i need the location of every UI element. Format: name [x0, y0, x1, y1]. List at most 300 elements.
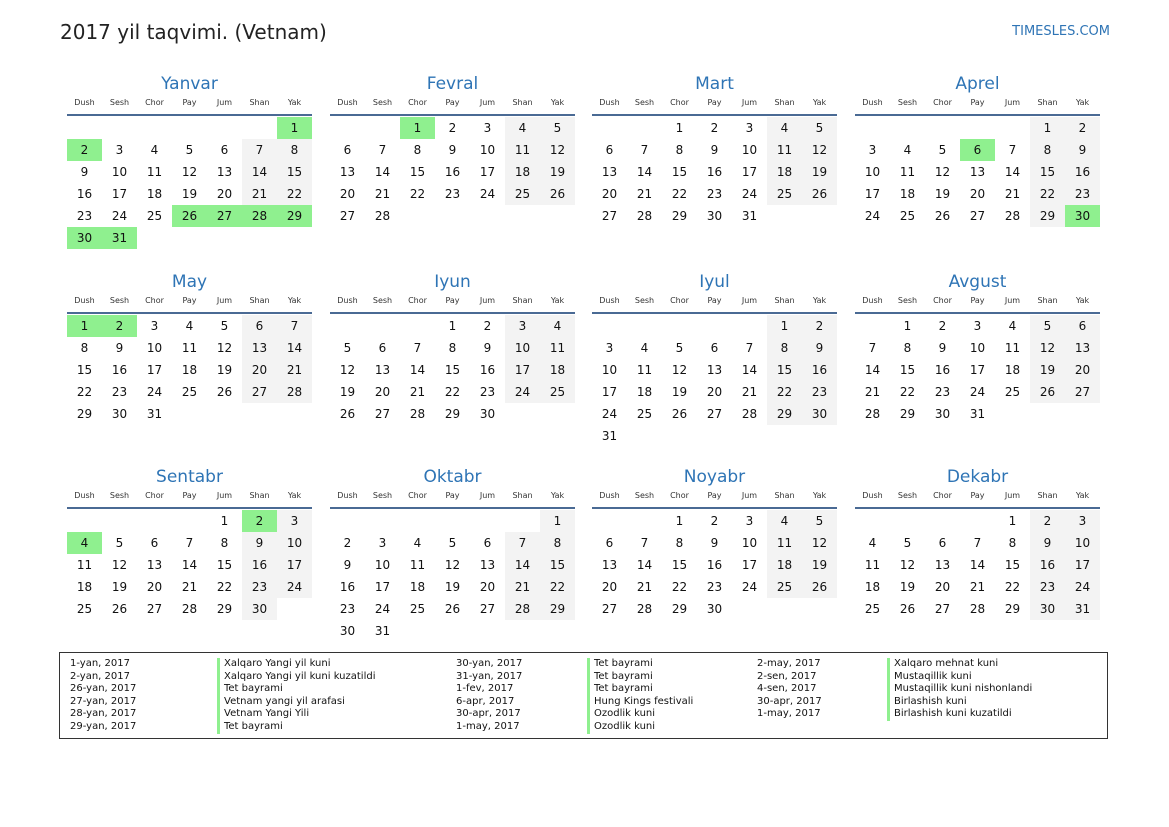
- legend-date: 6-apr, 2017: [456, 695, 515, 707]
- day: 6: [1065, 315, 1100, 337]
- legend-date: 28-yan, 2017: [70, 708, 137, 720]
- month-name: Avgust: [948, 272, 1007, 292]
- empty-cell: [67, 510, 102, 532]
- weekday-label: Pay: [707, 296, 722, 305]
- day: 15: [767, 359, 802, 381]
- weekday-label: Dush: [74, 491, 95, 500]
- day: 24: [479, 187, 496, 201]
- day: 27: [242, 381, 277, 403]
- day: 20: [216, 187, 233, 201]
- legend-holiday-name: Vetnam yangi yil arafasi: [217, 696, 345, 709]
- weekday-label: Yak: [287, 491, 302, 500]
- day: 7: [868, 341, 877, 355]
- empty-cell: [627, 117, 662, 139]
- day: 15: [1030, 161, 1065, 183]
- day: 11: [181, 341, 198, 355]
- day: 13: [706, 363, 723, 377]
- day: 18: [767, 161, 802, 183]
- day: 15: [409, 165, 426, 179]
- day: 30: [479, 407, 496, 421]
- legend-holiday-name: Xalqaro Yangi yil kuni: [217, 658, 331, 671]
- day: 30: [934, 407, 951, 421]
- day: 23: [802, 381, 837, 403]
- weekday-label: Chor: [145, 98, 164, 107]
- legend-holiday-name: Tet bayrami: [587, 683, 653, 696]
- day: 27: [969, 209, 986, 223]
- weekday-header: [330, 95, 575, 116]
- day: 29: [540, 598, 575, 620]
- day: 28: [864, 407, 881, 421]
- legend-holiday-name: Tet bayrami: [587, 658, 653, 671]
- weekday-header: [330, 293, 575, 314]
- day: 9: [1065, 139, 1100, 161]
- weekday-label: Sesh: [897, 491, 918, 500]
- weekday-label: Jum: [479, 98, 496, 107]
- day: 18: [636, 385, 653, 399]
- month-name: Dekabr: [946, 467, 1009, 487]
- day: 18: [540, 359, 575, 381]
- weekday-label: Chor: [670, 98, 689, 107]
- day: 3: [505, 315, 540, 337]
- day: 19: [111, 580, 128, 594]
- day: 21: [741, 385, 758, 399]
- day: 27: [339, 209, 356, 223]
- weekday-label: Jum: [216, 491, 233, 500]
- weekday-label: Jum: [1004, 491, 1021, 500]
- day: 29: [671, 209, 688, 223]
- weekday-label: Shan: [774, 98, 795, 107]
- day: 18: [76, 580, 93, 594]
- day: 5: [540, 117, 575, 139]
- empty-cell: [662, 315, 697, 337]
- day: 8: [675, 536, 684, 550]
- day: 22: [767, 381, 802, 403]
- month-name: Yanvar: [161, 74, 218, 94]
- day-grid: [67, 315, 312, 425]
- day: 27: [706, 407, 723, 421]
- day: 4: [868, 536, 877, 550]
- weekday-label: Pay: [445, 296, 460, 305]
- day: 20: [339, 187, 356, 201]
- day: 15: [1004, 558, 1021, 572]
- day: 2: [1065, 117, 1100, 139]
- day: 25: [1004, 385, 1021, 399]
- day: 25: [409, 602, 426, 616]
- day: 23: [934, 385, 951, 399]
- legend-holiday-name: Tet bayrami: [587, 671, 653, 684]
- weekday-label: Sesh: [372, 296, 393, 305]
- day: 18: [409, 580, 426, 594]
- weekday-label: Sesh: [897, 296, 918, 305]
- weekday-label: Pay: [707, 491, 722, 500]
- day: 27: [479, 602, 496, 616]
- month: [67, 271, 312, 425]
- day: 2: [802, 315, 837, 337]
- day: 6: [938, 536, 947, 550]
- day: 27: [1065, 381, 1100, 403]
- day: 3: [605, 341, 614, 355]
- day-grid: [592, 315, 837, 447]
- day: 12: [671, 363, 688, 377]
- day: 18: [864, 580, 881, 594]
- weekday-header: [592, 488, 837, 509]
- weekday-label: Pay: [970, 491, 985, 500]
- legend-date: 30-apr, 2017: [757, 695, 822, 707]
- day: 24: [1065, 576, 1100, 598]
- day: 20: [969, 187, 986, 201]
- day: 31: [146, 407, 163, 421]
- day: 13: [479, 558, 496, 572]
- weekday-label: Shan: [1037, 296, 1058, 305]
- holiday-day: 30: [67, 227, 102, 249]
- day: 19: [899, 580, 916, 594]
- day: 18: [899, 187, 916, 201]
- empty-cell: [207, 117, 242, 139]
- day: 26: [540, 183, 575, 205]
- legend-date: 30-yan, 2017: [456, 658, 523, 669]
- empty-cell: [890, 510, 925, 532]
- day: 21: [636, 580, 653, 594]
- day: 18: [1004, 363, 1021, 377]
- weekday-label: Yak: [287, 296, 302, 305]
- day: 15: [540, 554, 575, 576]
- day: 7: [640, 143, 649, 157]
- day: 21: [969, 580, 986, 594]
- weekday-label: Chor: [145, 296, 164, 305]
- day: 21: [1004, 187, 1021, 201]
- month: [855, 466, 1100, 620]
- day: 20: [934, 580, 951, 594]
- day: 6: [150, 536, 159, 550]
- day: 30: [242, 598, 277, 620]
- weekday-label: Pay: [970, 296, 985, 305]
- day: 24: [969, 385, 986, 399]
- day: 28: [277, 381, 312, 403]
- weekday-label: Chor: [145, 491, 164, 500]
- weekday-label: Sesh: [634, 98, 655, 107]
- weekday-label: Sesh: [372, 491, 393, 500]
- day: 25: [76, 602, 93, 616]
- day: 31: [969, 407, 986, 421]
- day: 21: [409, 385, 426, 399]
- day: 26: [899, 602, 916, 616]
- day: 29: [899, 407, 916, 421]
- day: 3: [483, 121, 492, 135]
- day: 2: [710, 514, 719, 528]
- day: 24: [864, 209, 881, 223]
- day: 5: [343, 341, 352, 355]
- day: 23: [76, 209, 93, 223]
- weekday-label: Pay: [182, 296, 197, 305]
- weekday-header: [855, 95, 1100, 116]
- day: 19: [802, 554, 837, 576]
- weekday-label: Dush: [862, 296, 883, 305]
- day: 12: [181, 165, 198, 179]
- weekday-label: Sesh: [897, 98, 918, 107]
- empty-cell: [172, 117, 207, 139]
- day-grid: [855, 315, 1100, 425]
- holiday-legend: [59, 652, 1108, 739]
- month-name: Aprel: [955, 74, 1000, 94]
- day: 30: [111, 407, 128, 421]
- weekday-label: Pay: [182, 98, 197, 107]
- day: 22: [671, 580, 688, 594]
- day: 18: [181, 363, 198, 377]
- legend-holiday-name: Birlashish kuni kuzatildi: [887, 708, 1012, 721]
- legend-date: 4-sen, 2017: [757, 683, 817, 695]
- day: 17: [505, 359, 540, 381]
- day: 4: [1008, 319, 1017, 333]
- weekday-label: Pay: [445, 98, 460, 107]
- legend-holiday-name: Mustaqillik kuni nishonlandi: [887, 683, 1032, 696]
- day: 17: [277, 554, 312, 576]
- day: 10: [111, 165, 128, 179]
- day: 5: [220, 319, 229, 333]
- weekday-label: Yak: [812, 491, 827, 500]
- day: 19: [444, 580, 461, 594]
- weekday-label: Pay: [445, 491, 460, 500]
- day: 5: [903, 536, 912, 550]
- day: 12: [934, 165, 951, 179]
- day: 5: [115, 536, 124, 550]
- legend-date: 1-may, 2017: [757, 708, 821, 720]
- day: 11: [76, 558, 93, 572]
- weekday-label: Dush: [862, 98, 883, 107]
- day: 30: [706, 209, 723, 223]
- day: 18: [767, 554, 802, 576]
- day: 25: [505, 183, 540, 205]
- legend-date: 30-apr, 2017: [456, 708, 521, 720]
- weekday-label: Sesh: [109, 296, 130, 305]
- day: 10: [146, 341, 163, 355]
- weekday-label: Dush: [74, 98, 95, 107]
- day-grid: [855, 510, 1100, 620]
- day: 25: [899, 209, 916, 223]
- weekday-label: Shan: [249, 98, 270, 107]
- empty-cell: [365, 117, 400, 139]
- day: 1: [448, 319, 457, 333]
- day-grid: [592, 117, 837, 227]
- day: 12: [540, 139, 575, 161]
- day: 8: [220, 536, 229, 550]
- day: 16: [444, 165, 461, 179]
- day: 10: [1065, 532, 1100, 554]
- day: 20: [1065, 359, 1100, 381]
- day: 21: [864, 385, 881, 399]
- holiday-day: 31: [102, 227, 137, 249]
- legend-holiday-name: Xalqaro mehnat kuni: [887, 658, 998, 671]
- empty-cell: [102, 510, 137, 532]
- day: 22: [540, 576, 575, 598]
- day: 9: [710, 536, 719, 550]
- weekday-label: Yak: [812, 296, 827, 305]
- day: 26: [111, 602, 128, 616]
- day: 8: [80, 341, 89, 355]
- weekday-label: Jum: [741, 296, 758, 305]
- day: 2: [483, 319, 492, 333]
- day: 23: [111, 385, 128, 399]
- day: 8: [413, 143, 422, 157]
- day: 12: [444, 558, 461, 572]
- day: 19: [339, 385, 356, 399]
- day: 11: [409, 558, 426, 572]
- day: 26: [216, 385, 233, 399]
- day: 3: [745, 121, 754, 135]
- weekday-label: Pay: [707, 98, 722, 107]
- day: 16: [242, 554, 277, 576]
- day: 7: [505, 532, 540, 554]
- day: 15: [671, 558, 688, 572]
- day: 17: [741, 558, 758, 572]
- day: 7: [242, 139, 277, 161]
- empty-cell: [960, 117, 995, 139]
- empty-cell: [925, 117, 960, 139]
- empty-cell: [470, 510, 505, 532]
- empty-cell: [242, 117, 277, 139]
- day-grid: [330, 315, 575, 425]
- brand-link[interactable]: TIMESLES.COM: [1012, 24, 1110, 39]
- day: 7: [277, 315, 312, 337]
- holiday-day: 28: [242, 205, 277, 227]
- day: 1: [220, 514, 229, 528]
- weekday-label: Chor: [933, 296, 952, 305]
- day: 25: [864, 602, 881, 616]
- day: 29: [1030, 205, 1065, 227]
- empty-cell: [592, 315, 627, 337]
- weekday-label: Shan: [774, 296, 795, 305]
- day: 8: [1030, 139, 1065, 161]
- day: 23: [479, 385, 496, 399]
- day: 10: [374, 558, 391, 572]
- day: 16: [1065, 161, 1100, 183]
- weekday-label: Jum: [1004, 98, 1021, 107]
- weekday-label: Jum: [216, 98, 233, 107]
- day: 9: [710, 143, 719, 157]
- day: 20: [601, 187, 618, 201]
- day: 7: [973, 536, 982, 550]
- day: 26: [802, 183, 837, 205]
- day: 1: [675, 121, 684, 135]
- month-name: Fevral: [426, 74, 479, 94]
- weekday-label: Yak: [550, 491, 565, 500]
- day: 15: [277, 161, 312, 183]
- day: 11: [767, 139, 802, 161]
- day: 25: [767, 576, 802, 598]
- day: 3: [150, 319, 159, 333]
- weekday-header: [67, 293, 312, 314]
- day: 26: [802, 576, 837, 598]
- day: 6: [220, 143, 229, 157]
- month-name: May: [171, 272, 208, 292]
- day: 12: [339, 363, 356, 377]
- day: 13: [1065, 337, 1100, 359]
- day: 29: [767, 403, 802, 425]
- day: 14: [636, 165, 653, 179]
- day: 9: [80, 165, 89, 179]
- empty-cell: [102, 117, 137, 139]
- weekday-label: Dush: [337, 296, 358, 305]
- day-grid: [330, 117, 575, 227]
- day: 9: [448, 143, 457, 157]
- day: 28: [636, 602, 653, 616]
- day: 13: [216, 165, 233, 179]
- day: 3: [115, 143, 124, 157]
- day: 14: [969, 558, 986, 572]
- legend-date: 2-sen, 2017: [757, 670, 817, 682]
- holiday-day: 1: [277, 117, 312, 139]
- day: 18: [505, 161, 540, 183]
- legend-holiday-name: Ozodlik kuni: [587, 708, 655, 721]
- day: 26: [934, 209, 951, 223]
- day: 30: [339, 624, 356, 638]
- day: 27: [146, 602, 163, 616]
- empty-cell: [137, 510, 172, 532]
- day: 14: [741, 363, 758, 377]
- weekday-label: Chor: [933, 98, 952, 107]
- day: 8: [903, 341, 912, 355]
- holiday-day: 1: [400, 117, 435, 139]
- empty-cell: [732, 315, 767, 337]
- day: 1: [767, 315, 802, 337]
- day: 16: [1030, 554, 1065, 576]
- weekday-header: [330, 488, 575, 509]
- day: 4: [640, 341, 649, 355]
- day: 2: [343, 536, 352, 550]
- day: 17: [479, 165, 496, 179]
- month: [330, 73, 575, 227]
- weekday-label: Dush: [337, 491, 358, 500]
- day: 21: [505, 576, 540, 598]
- weekday-label: Dush: [337, 98, 358, 107]
- day: 28: [409, 407, 426, 421]
- day: 30: [706, 602, 723, 616]
- day: 12: [899, 558, 916, 572]
- weekday-label: Shan: [249, 296, 270, 305]
- legend-date: 29-yan, 2017: [70, 721, 137, 732]
- day: 6: [343, 143, 352, 157]
- day: 26: [671, 407, 688, 421]
- day: 24: [505, 381, 540, 403]
- day: 11: [146, 165, 163, 179]
- day: 7: [185, 536, 194, 550]
- day: 23: [444, 187, 461, 201]
- legend-date: 1-may, 2017: [456, 721, 520, 732]
- day: 19: [671, 385, 688, 399]
- day: 3: [973, 319, 982, 333]
- day: 27: [601, 602, 618, 616]
- page-title: 2017 yil taqvimi. (Vetnam): [60, 20, 327, 44]
- day: 16: [802, 359, 837, 381]
- weekday-label: Shan: [774, 491, 795, 500]
- empty-cell: [995, 117, 1030, 139]
- day: 21: [181, 580, 198, 594]
- day: 28: [505, 598, 540, 620]
- day: 15: [216, 558, 233, 572]
- day: 10: [741, 143, 758, 157]
- weekday-header: [67, 488, 312, 509]
- day: 28: [374, 209, 391, 223]
- day: 1: [1030, 117, 1065, 139]
- day: 6: [605, 143, 614, 157]
- day: 22: [216, 580, 233, 594]
- day: 29: [671, 602, 688, 616]
- month: [330, 466, 575, 642]
- day: 5: [802, 117, 837, 139]
- day: 4: [413, 536, 422, 550]
- legend-date: 1-yan, 2017: [70, 658, 130, 669]
- day: 21: [374, 187, 391, 201]
- day: 19: [540, 161, 575, 183]
